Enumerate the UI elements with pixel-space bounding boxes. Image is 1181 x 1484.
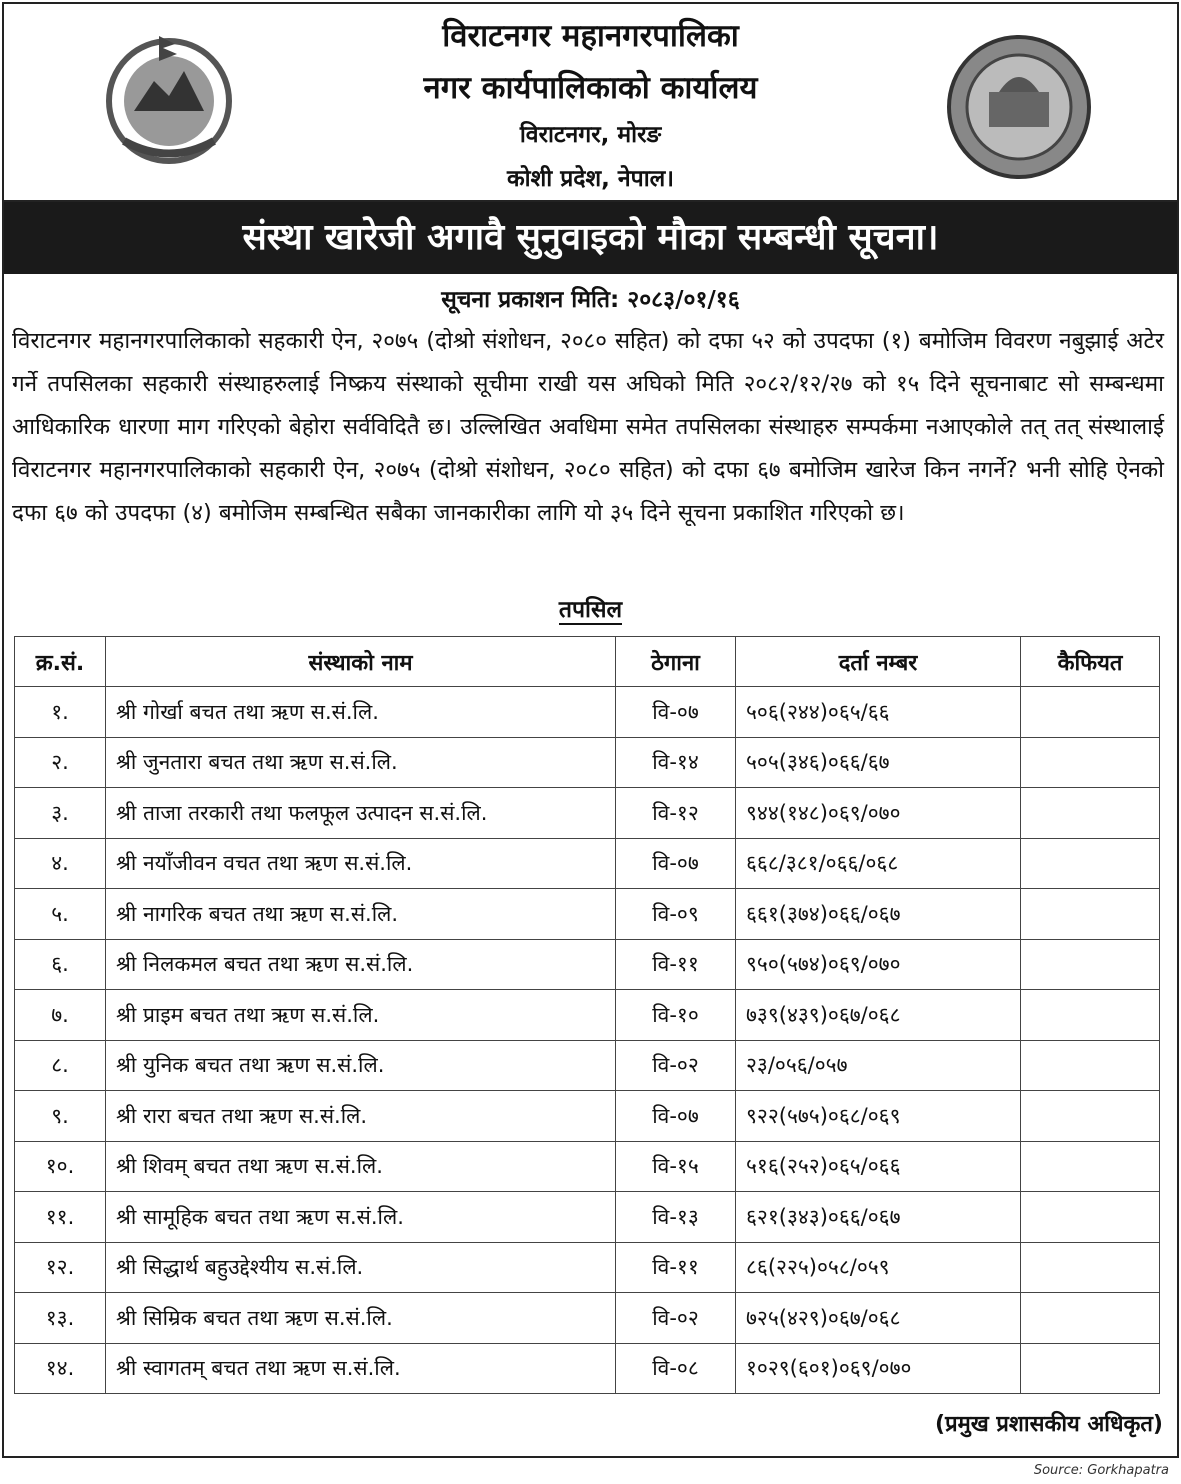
- col-serial: क्र.सं.: [15, 637, 106, 687]
- table-row: [15, 737, 1160, 788]
- table-title-text: तपसिल: [558, 597, 623, 623]
- table-row: [15, 939, 1160, 990]
- cell-name: श्री नयाँजीवन वचत तथा ऋण स.सं.लि.: [106, 838, 616, 889]
- cell-address: वि-१५: [616, 1141, 736, 1192]
- table-title: [0, 592, 1181, 624]
- cell-address: वि-१०: [616, 990, 736, 1041]
- cell-registration: १०२९(६०१)०६९/०७०: [736, 1343, 1021, 1394]
- cell-serial: ८.: [15, 1040, 106, 1091]
- cell-remarks: [1021, 939, 1160, 990]
- cell-remarks: [1021, 1040, 1160, 1091]
- municipality-name: विराटनगर महानगरपालिका: [442, 18, 739, 54]
- cell-address: वि-०८: [616, 1343, 736, 1394]
- col-address: ठेगाना: [616, 637, 736, 687]
- office-address: विराटनगर, मोरङ: [519, 122, 662, 148]
- cell-address: वि-०२: [616, 1040, 736, 1091]
- cell-name: श्री ताजा तरकारी तथा फलफूल उत्पादन स.सं.लि.: [106, 788, 616, 839]
- cell-address: वि-०७: [616, 687, 736, 738]
- cell-remarks: [1021, 788, 1160, 839]
- cell-name: श्री जुनतारा बचत तथा ऋण स.सं.लि.: [106, 737, 616, 788]
- cell-name: श्री युनिक बचत तथा ऋण स.सं.लि.: [106, 1040, 616, 1091]
- table-row: [15, 1091, 1160, 1142]
- col-remarks: कैफियत: [1021, 637, 1160, 687]
- cell-registration: ९५०(५७४)०६९/०७०: [736, 939, 1021, 990]
- notice-body: विराटनगर महानगरपालिकाको सहकारी ऐन, २०७५ (दोश्रो संशोधन, २०८० सहित) को दफा ५२ को उपदफा (१) बमोजिम विवरण नबुझाई अटेर गर्ने तपसिलका सहकारी संस्थाहरुलाई निष्क्रय संस्थाको सूचीमा राखी यस अघिको मिति २०८२/१२/२७ को १५ दिने सूचनाबाट सो सम्बन्धमा आधिकारिक धारणा माग गरिएको बेहोरा सर्वविदितै छ। उल्लिखित अवधिमा समेत तपसिलका संस्थाहरु सम्पर्कमा नआएकोले तत् तत् संस्थालाई विराटनगर महानगरपालिकाको सहकारी ऐन, २०७५ (दोश्रो संशोधन, २०८० सहित) को दफा ६७ बमोजिम खारेज किन नगर्ने? भनी सोहि ऐनको दफा ६७ को उपदफा (४) बमोजिम सम्बन्धित सबैका जानकारीका लागि यो ३५ दिने सूचना प्रकाशित गरिएको छ।: [12, 328, 1164, 526]
- cell-name: श्री गोर्खा बचत तथा ऋण स.सं.लि.: [106, 687, 616, 738]
- cell-serial: ३.: [15, 788, 106, 839]
- cell-remarks: [1021, 687, 1160, 738]
- cell-address: वि-०७: [616, 1091, 736, 1142]
- table-row: [15, 788, 1160, 839]
- cell-registration: २३/०५६/०५७: [736, 1040, 1021, 1091]
- cell-remarks: [1021, 1141, 1160, 1192]
- table-row: [15, 838, 1160, 889]
- cell-serial: ११.: [15, 1192, 106, 1243]
- cell-registration: ६६८/३८१/०६६/०६८: [736, 838, 1021, 889]
- cell-serial: ५.: [15, 889, 106, 940]
- table-row: [15, 889, 1160, 940]
- cooperatives-table: [14, 636, 1160, 1394]
- header: [4, 4, 1177, 202]
- cell-address: वि-११: [616, 939, 736, 990]
- cell-address: वि-१३: [616, 1192, 736, 1243]
- table-row: [15, 1242, 1160, 1293]
- cell-remarks: [1021, 737, 1160, 788]
- cell-serial: २.: [15, 737, 106, 788]
- table-row: [15, 990, 1160, 1041]
- cell-name: श्री प्राइम बचत तथा ऋण स.सं.लि.: [106, 990, 616, 1041]
- cell-registration: ६२१(३४३)०६६/०६७: [736, 1192, 1021, 1243]
- cell-serial: १.: [15, 687, 106, 738]
- municipality-seal-logo: [944, 32, 1094, 182]
- cell-registration: ७२५(४२९)०६७/०६८: [736, 1293, 1021, 1344]
- table-row: [15, 1293, 1160, 1344]
- province-country: कोशी प्रदेश, नेपाल।: [506, 166, 674, 192]
- cell-remarks: [1021, 889, 1160, 940]
- cell-name: श्री सामूहिक बचत तथा ऋण स.सं.लि.: [106, 1192, 616, 1243]
- table-row: [15, 1192, 1160, 1243]
- cell-registration: ५१६(२५२)०६५/०६६: [736, 1141, 1021, 1192]
- cell-remarks: [1021, 1293, 1160, 1344]
- cell-name: श्री नागरिक बचत तथा ऋण स.सं.लि.: [106, 889, 616, 940]
- cell-address: वि-११: [616, 1242, 736, 1293]
- table-row: [15, 1040, 1160, 1091]
- cell-remarks: [1021, 1343, 1160, 1394]
- table-row: [15, 1141, 1160, 1192]
- cell-address: वि-०२: [616, 1293, 736, 1344]
- col-name: संस्थाको नाम: [106, 637, 616, 687]
- cell-serial: ६.: [15, 939, 106, 990]
- office-name: नगर कार्यपालिकाको कार्यालय: [423, 70, 758, 106]
- cell-name: श्री निलकमल बचत तथा ऋण स.सं.लि.: [106, 939, 616, 990]
- cell-serial: १४.: [15, 1343, 106, 1394]
- cell-address: वि-१४: [616, 737, 736, 788]
- cell-name: श्री सिद्धार्थ बहुउद्देश्यीय स.सं.लि.: [106, 1242, 616, 1293]
- cell-remarks: [1021, 990, 1160, 1041]
- cell-registration: ६६१(३७४)०६६/०६७: [736, 889, 1021, 940]
- cell-address: वि-१२: [616, 788, 736, 839]
- cell-serial: ४.: [15, 838, 106, 889]
- cell-serial: १०.: [15, 1141, 106, 1192]
- cell-serial: ९.: [15, 1091, 106, 1142]
- cell-name: श्री शिवम् बचत तथा ऋण स.सं.लि.: [106, 1141, 616, 1192]
- cell-remarks: [1021, 1242, 1160, 1293]
- cell-registration: ७३९(४३९)०६७/०६८: [736, 990, 1021, 1041]
- cell-serial: १३.: [15, 1293, 106, 1344]
- cell-name: श्री रारा बचत तथा ऋण स.सं.लि.: [106, 1091, 616, 1142]
- cell-name: श्री स्वागतम् बचत तथा ऋण स.सं.लि.: [106, 1343, 616, 1394]
- cell-registration: ८६(२२५)०५८/०५९: [736, 1242, 1021, 1293]
- table-row: [15, 687, 1160, 738]
- cell-address: वि-०७: [616, 838, 736, 889]
- publish-date: सूचना प्रकाशन मिति: २०८३/०१/१६: [441, 287, 740, 313]
- cell-remarks: [1021, 1192, 1160, 1243]
- cell-serial: १२.: [15, 1242, 106, 1293]
- cell-remarks: [1021, 838, 1160, 889]
- col-registration: दर्ता नम्बर: [736, 637, 1021, 687]
- cell-serial: ७.: [15, 990, 106, 1041]
- cell-registration: ९४४(१४८)०६९/०७०: [736, 788, 1021, 839]
- cell-registration: ५०५(३४६)०६६/६७: [736, 737, 1021, 788]
- cell-registration: ५०६(२४४)०६५/६६: [736, 687, 1021, 738]
- signature: (प्रमुख प्रशासकीय अधिकृत): [935, 1412, 1163, 1437]
- cell-address: वि-०९: [616, 889, 736, 940]
- table-row: [15, 1343, 1160, 1394]
- source-credit: Source: Gorkhapatra: [1033, 1463, 1169, 1478]
- table-header-row: [15, 637, 1160, 687]
- notice-title: संस्था खारेजी अगावै सुनुवाइको मौका सम्बन्धी सूचना।: [4, 202, 1177, 274]
- cell-registration: ९२२(५७५)०६८/०६९: [736, 1091, 1021, 1142]
- cell-remarks: [1021, 1091, 1160, 1142]
- cell-name: श्री सिम्रिक बचत तथा ऋण स.सं.लि.: [106, 1293, 616, 1344]
